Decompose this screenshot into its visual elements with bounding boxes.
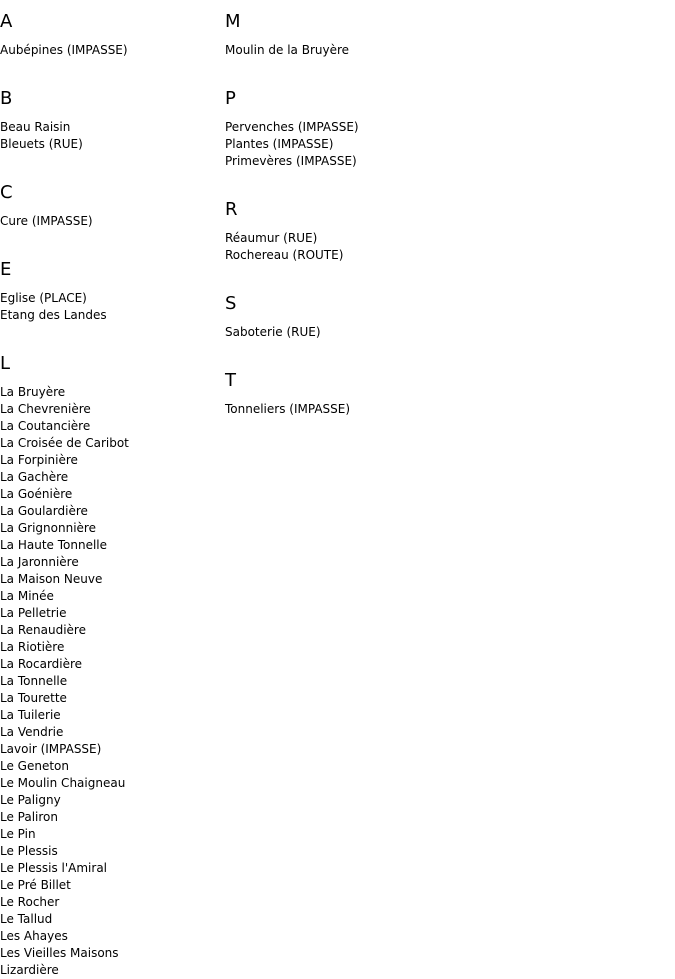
- letter-heading-e: E: [0, 259, 12, 280]
- letter-group-c: [0, 171, 220, 230]
- street-link-etang-des-landes[interactable]: Etang des Landes: [0, 308, 107, 322]
- street-link-la-pelletrie[interactable]: La Pelletrie: [0, 606, 67, 620]
- street-link-reaumur-rue[interactable]: Réaumur (RUE): [225, 231, 318, 245]
- street-link-le-plessis-l-amiral[interactable]: Le Plessis l'Amiral: [0, 861, 108, 875]
- letter-heading-s: S: [225, 293, 237, 314]
- group-spacer: [0, 153, 220, 171]
- street-link-saboterie-rue[interactable]: Saboterie (RUE): [225, 325, 321, 339]
- letter-group-s: [225, 282, 665, 341]
- street-link-la-chevreniere[interactable]: La Chevrenière: [0, 402, 91, 416]
- street-link-moulin-de-la-bruyere[interactable]: Moulin de la Bruyère: [225, 43, 350, 57]
- street-link-plantes-impasse[interactable]: Plantes (IMPASSE): [225, 137, 334, 151]
- street-link-bleuets-rue[interactable]: Bleuets (RUE): [0, 137, 83, 151]
- letter-heading-l: L: [0, 353, 11, 374]
- street-link-cure-impasse[interactable]: Cure (IMPASSE): [0, 214, 93, 228]
- street-link-beau-raisin[interactable]: Beau Raisin: [0, 120, 71, 134]
- street-link-la-haute-tonnelle[interactable]: La Haute Tonnelle: [0, 538, 108, 552]
- street-link-le-geneton[interactable]: Le Geneton: [0, 759, 69, 773]
- street-link-la-tourette[interactable]: La Tourette: [0, 691, 67, 705]
- street-link-lizardiere[interactable]: Lizardière: [0, 963, 59, 977]
- street-link-la-croisee-de-caribot[interactable]: La Croisée de Caribot: [0, 436, 129, 450]
- street-link-les-ahayes[interactable]: Les Ahayes: [0, 929, 68, 943]
- street-link-la-jaronniere[interactable]: La Jaronnière: [0, 555, 79, 569]
- street-link-aubepines-impasse[interactable]: Aubépines (IMPASSE): [0, 43, 128, 57]
- street-link-le-pre-billet[interactable]: Le Pré Billet: [0, 878, 71, 892]
- group-spacer: [225, 170, 665, 188]
- street-link-les-vieilles-maisons[interactable]: Les Vieilles Maisons: [0, 946, 119, 960]
- street-link-la-maison-neuve[interactable]: La Maison Neuve: [0, 572, 103, 586]
- street-link-rochereau-route[interactable]: Rochereau (ROUTE): [225, 248, 344, 262]
- street-link-le-paliron[interactable]: Le Paliron: [0, 810, 59, 824]
- group-spacer: [0, 230, 220, 248]
- street-index-left-column: [0, 0, 220, 979]
- street-link-la-coutanciere[interactable]: La Coutancière: [0, 419, 91, 433]
- street-link-tonneliers-impasse[interactable]: Tonneliers (IMPASSE): [225, 402, 351, 416]
- group-spacer: [225, 341, 665, 359]
- street-link-la-forpiniere[interactable]: La Forpinière: [0, 453, 78, 467]
- street-link-la-vendrie[interactable]: La Vendrie: [0, 725, 64, 739]
- street-link-lavoir-impasse[interactable]: Lavoir (IMPASSE): [0, 742, 102, 756]
- letter-group-a: [0, 0, 220, 59]
- street-link-primeveres-impasse[interactable]: Primevères (IMPASSE): [225, 154, 357, 168]
- street-link-eglise-place[interactable]: Eglise (PLACE): [0, 291, 87, 305]
- letter-heading-p: P: [225, 88, 236, 109]
- street-link-la-gachere[interactable]: La Gachère: [0, 470, 69, 484]
- street-link-pervenches-impasse[interactable]: Pervenches (IMPASSE): [225, 120, 359, 134]
- street-link-la-tonnelle[interactable]: La Tonnelle: [0, 674, 68, 688]
- letter-heading-b: B: [0, 88, 13, 109]
- letter-group-l: [0, 342, 220, 979]
- street-index-right-column: [225, 0, 665, 418]
- street-link-la-rocardiere[interactable]: La Rocardière: [0, 657, 83, 671]
- street-link-le-pin[interactable]: Le Pin: [0, 827, 36, 841]
- street-link-la-renaudiere[interactable]: La Renaudière: [0, 623, 86, 637]
- letter-heading-m: M: [225, 11, 241, 32]
- letter-group-m: [225, 0, 665, 59]
- street-link-la-tuilerie[interactable]: La Tuilerie: [0, 708, 61, 722]
- letter-heading-a: A: [0, 11, 13, 32]
- street-link-la-minee[interactable]: La Minée: [0, 589, 54, 603]
- street-link-le-paligny[interactable]: Le Paligny: [0, 793, 61, 807]
- letter-heading-t: T: [225, 370, 236, 391]
- group-spacer: [0, 324, 220, 342]
- letter-group-b: [0, 77, 220, 153]
- street-link-la-riotiere[interactable]: La Riotière: [0, 640, 65, 654]
- letter-group-e: [0, 248, 220, 324]
- group-spacer: [225, 59, 665, 77]
- street-link-le-moulin-chaigneau[interactable]: Le Moulin Chaigneau: [0, 776, 126, 790]
- letter-group-r: [225, 188, 665, 264]
- letter-group-t: [225, 359, 665, 418]
- street-link-la-bruyere[interactable]: La Bruyère: [0, 385, 66, 399]
- street-link-le-plessis[interactable]: Le Plessis: [0, 844, 58, 858]
- street-link-le-tallud[interactable]: Le Tallud: [0, 912, 53, 926]
- letter-group-p: [225, 77, 665, 170]
- letter-heading-c: C: [0, 182, 13, 203]
- group-spacer: [225, 264, 665, 282]
- street-link-le-rocher[interactable]: Le Rocher: [0, 895, 60, 909]
- street-link-la-goeniere[interactable]: La Goénière: [0, 487, 73, 501]
- group-spacer: [0, 59, 220, 77]
- street-link-la-grignonniere[interactable]: La Grignonnière: [0, 521, 96, 535]
- street-link-la-goulardiere[interactable]: La Goulardière: [0, 504, 88, 518]
- letter-heading-r: R: [225, 199, 238, 220]
